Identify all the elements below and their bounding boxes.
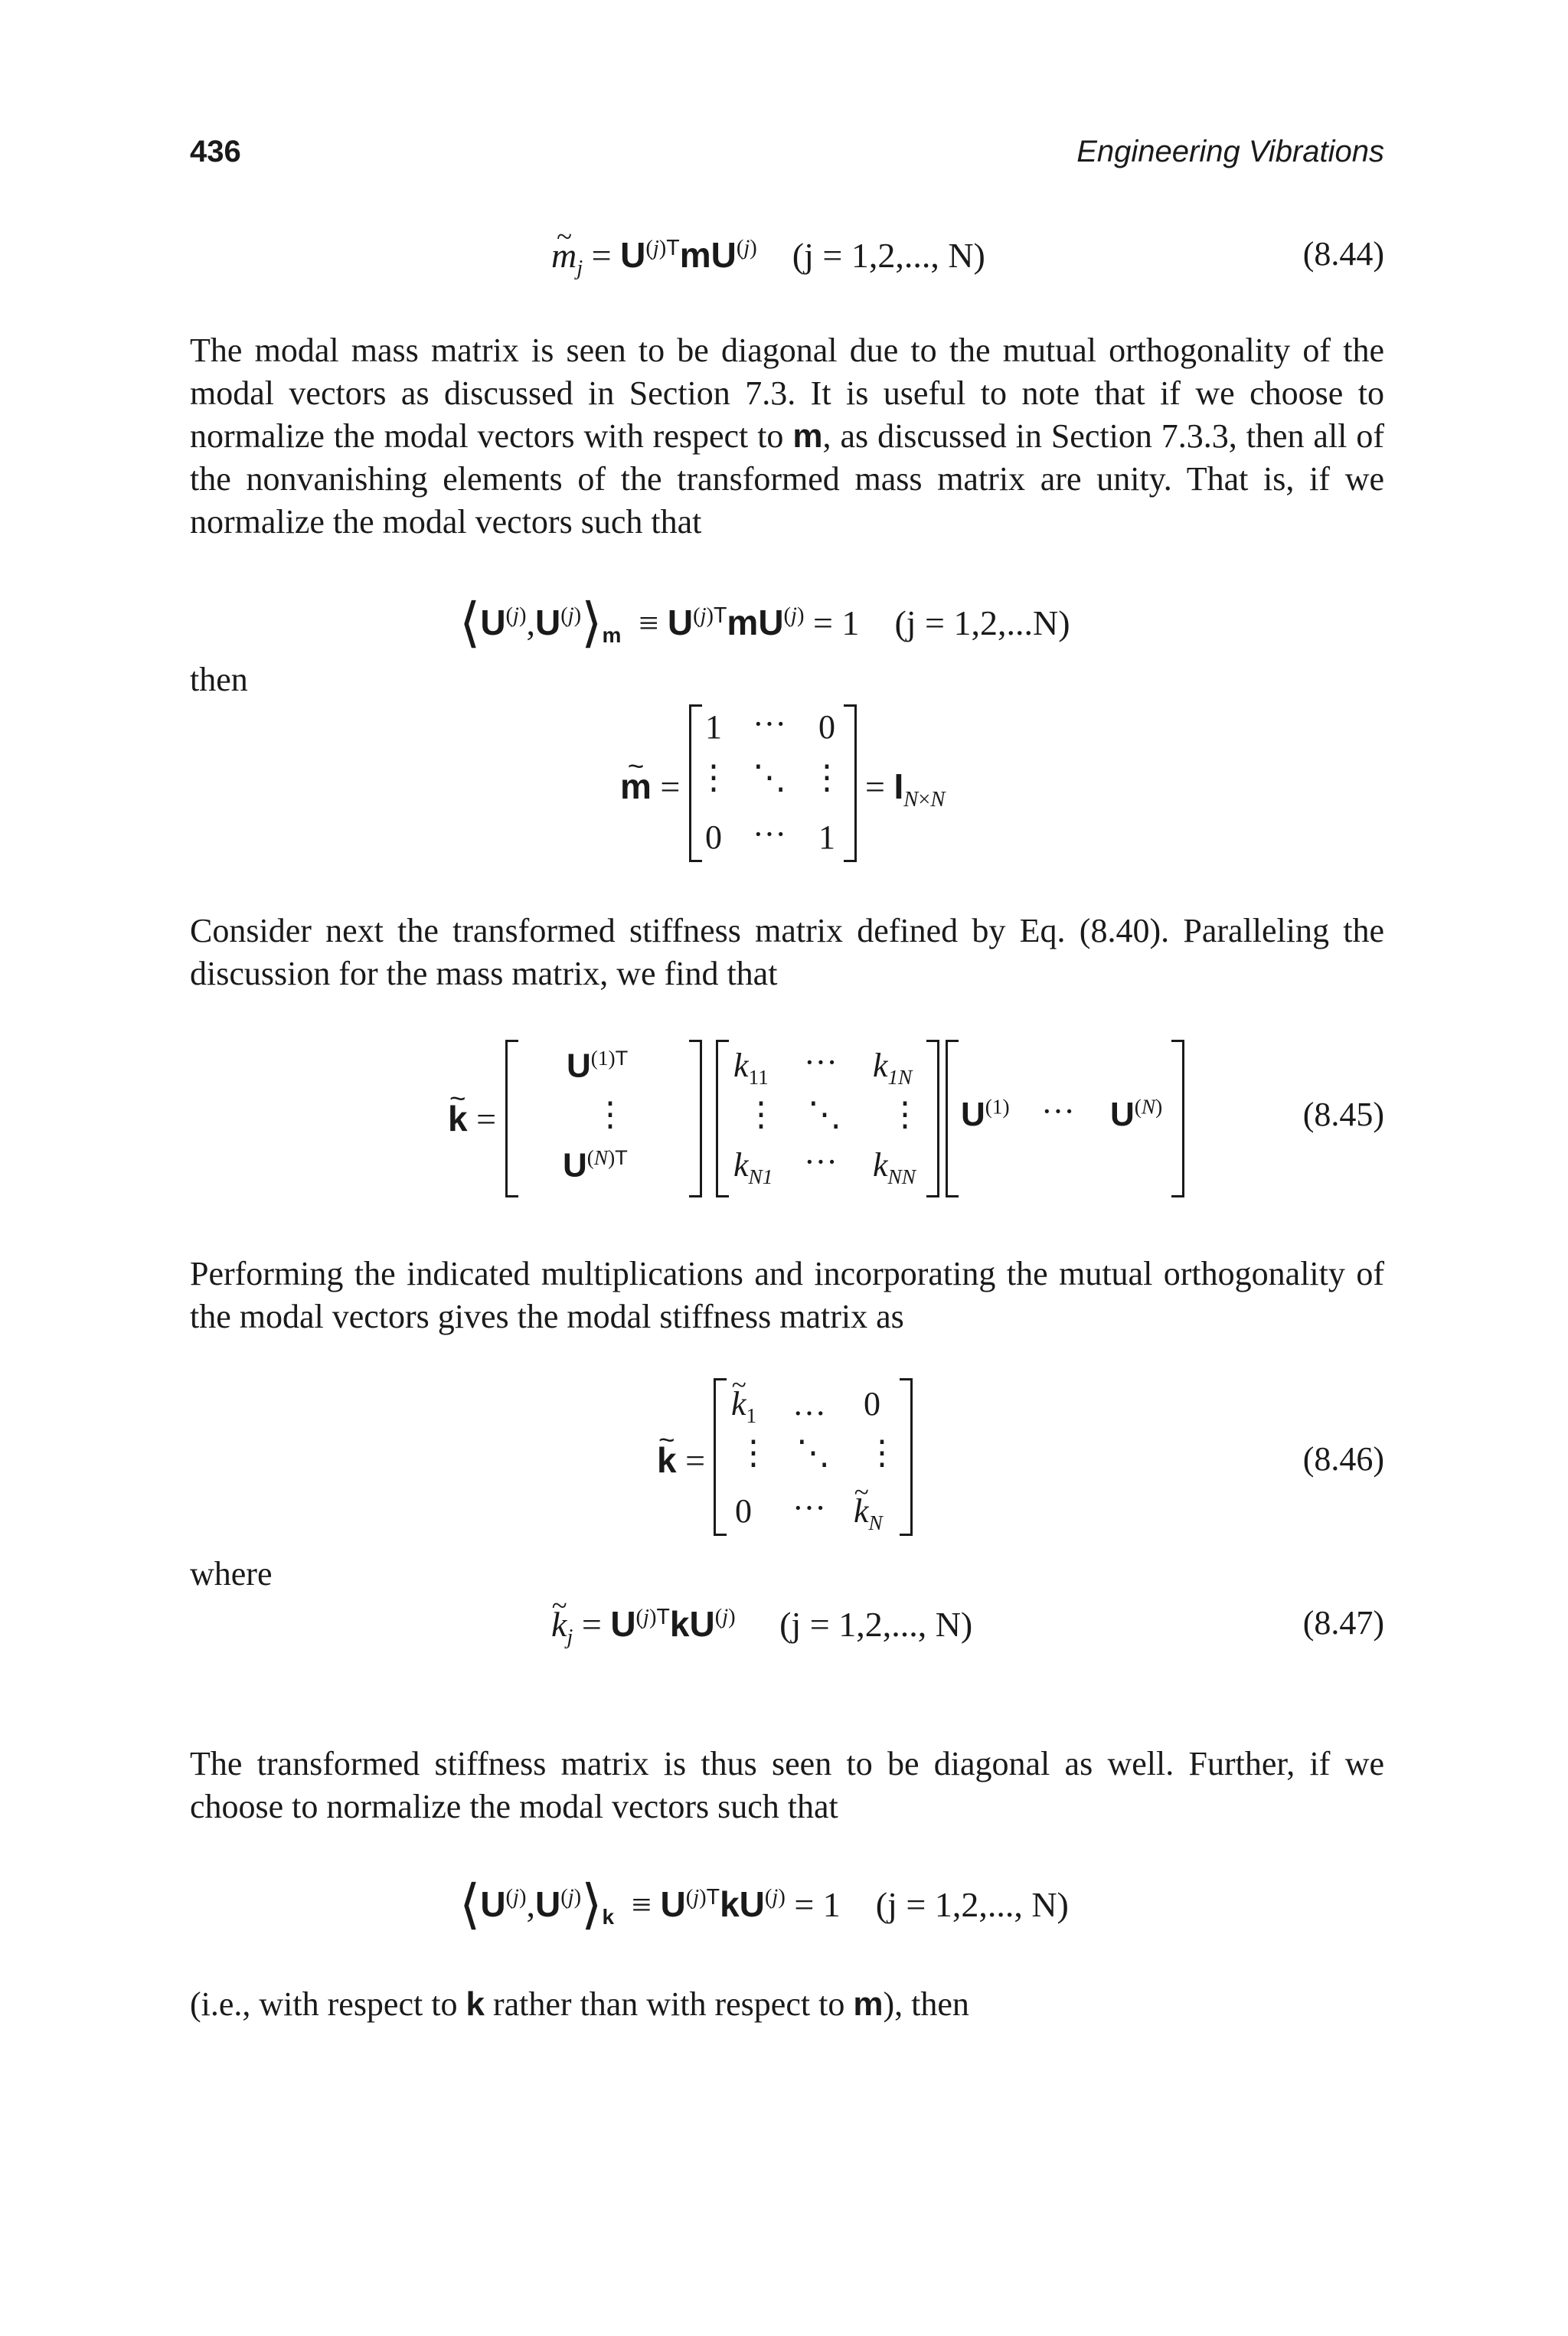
equation-8-44: ~ $m_j = U^{(j)T}mU^{(j)}$ (j = 1,2,..., N) (551, 234, 985, 281)
k-tilde-8-45: ~ k = (448, 1098, 496, 1139)
identity-matrix: = $I_{N\times N}$ (865, 766, 946, 812)
m-tilde-matrix-equation: ~ m = (620, 766, 680, 807)
running-title: Engineering Vibrations (1076, 135, 1384, 168)
equation-8-47: ~ $k_j = U^{(j)T}kU^{(j)}$ (j = 1,2,..., N) (551, 1603, 972, 1650)
right-bracket (844, 704, 857, 862)
equation-number-8-46: (8.46) (1302, 1440, 1384, 1478)
paragraph-stiffness: Consider next the transformed stiffness matrix defined by Eq. (8.40). Paralleling the discussion for the mass matrix, we find that (190, 912, 1384, 992)
k-tilde-8-46: ~ k = (657, 1439, 705, 1481)
equation-number-8-45: (8.45) (1302, 1096, 1384, 1133)
paragraph-multiplications: Performing the indicated multiplications and incorporating the mutual orthogonality of the modal vectors gives the modal stiffness matrix as (190, 1255, 1384, 1335)
paragraph-stiffness-diagonal: The transformed stiffness matrix is thus seen to be diagonal as well. Further, if we choose to normalize the modal vectors such that (190, 1745, 1384, 1825)
equation-normalization-k: $⟨U^{(j)},U^{(j)}⟩_k \equiv U^{(j)T}kU^{(j)} = 1$ (j = 1,2,..., N) (459, 1876, 1069, 1935)
then-label: then (190, 661, 248, 698)
where-label: where (190, 1555, 273, 1593)
paragraph-final: (i.e., with respect to k rather than with respect to m), then (190, 1985, 969, 2023)
equation-normalization-m: $⟨U^{(j)},U^{(j)}⟩_m \equiv U^{(j)T}mU^{(j)} = 1$ (j = 1,2,...N) (459, 594, 1070, 653)
equation-number-8-47: (8.47) (1302, 1604, 1384, 1642)
page-number: 436 (190, 135, 241, 168)
eq-8-44-range: (j = 1,2,..., N) (792, 236, 985, 275)
paragraph-modal-mass: The modal mass matrix is seen to be diagonal due to the mutual orthogonality of the modal vectors as discussed in Section 7.3. It is useful to note that if we choose to normalize the modal vectors with respect to m, as discussed in Section 7.3.3, then all of the nonvanishing elements of the transformed mass matrix are unity. That is, if we normalize the modal vectors such that (190, 332, 1384, 541)
equation-number-8-44: (8.44) (1302, 235, 1384, 273)
